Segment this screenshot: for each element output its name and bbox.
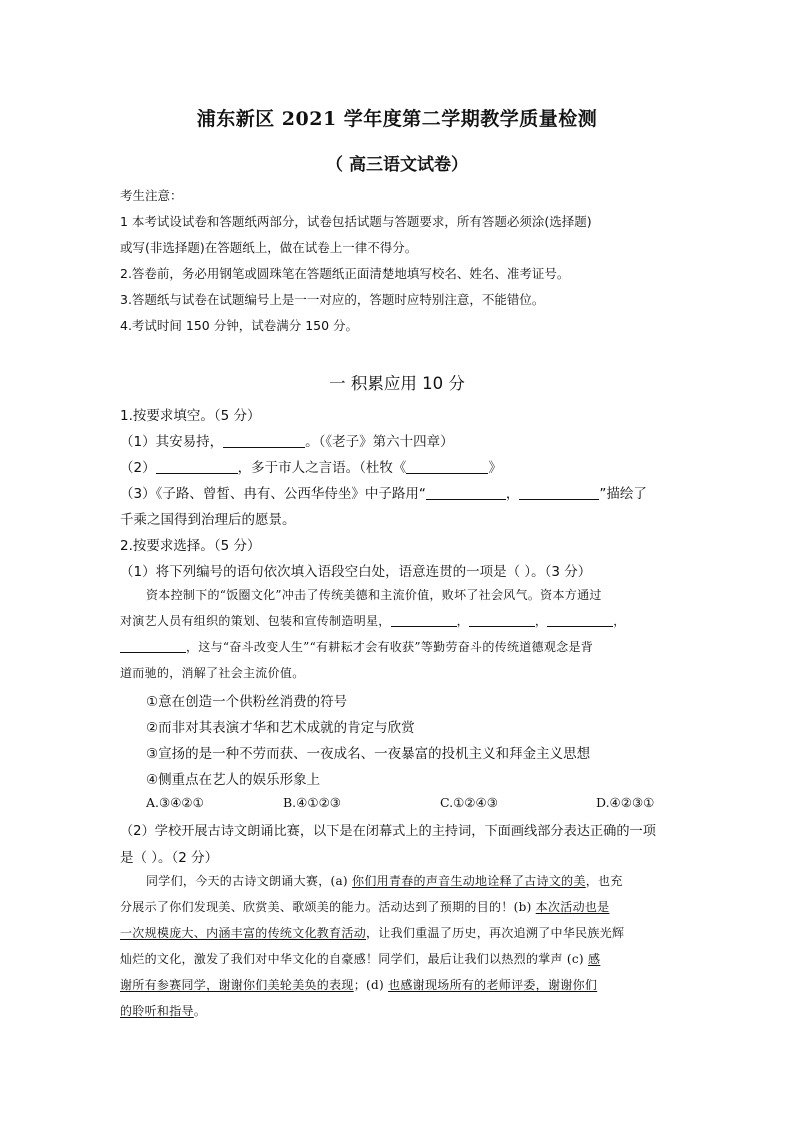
host-line-1 bbox=[146, 872, 623, 889]
host-line-6-text: 。 bbox=[193, 1004, 207, 1018]
option-b[interactable]: B.④①②③ bbox=[283, 795, 341, 810]
choice-3: ③宣扬的是一种不劳而获、一夜成名、一夜暴富的投机主义和拜金主义思想 bbox=[146, 746, 591, 762]
notice-line-4: 4.考试时间 150 分钟，试卷满分 150 分。 bbox=[120, 318, 359, 333]
underlined-phrase-d-cont: 的聆听和指导 bbox=[120, 1004, 194, 1018]
host-line-5 bbox=[120, 976, 597, 993]
answer-blank[interactable] bbox=[426, 486, 506, 501]
underlined-phrase-b-cont: 一次规模庞大、内涵丰富的传统文化教育活动 bbox=[120, 926, 367, 940]
q1-item-2-text-a: （2） bbox=[120, 460, 156, 476]
notice-line-1b: 或写(非选择题)在答题纸上，做在试卷上一律不得分。 bbox=[120, 240, 418, 255]
q2-sub1-stem: （1）将下列编号的语句依次填入语段空白处，语意连贯的一项是（ ）。（3 分） bbox=[120, 564, 592, 580]
answer-blank[interactable] bbox=[469, 614, 535, 627]
q2-stem: 2.按要求选择。（5 分） bbox=[120, 538, 261, 554]
host-line-4 bbox=[120, 950, 600, 967]
notice-line-2: 2.答卷前，务必用钢笔或圆珠笔在答题纸正面清楚地填写校名、姓名、准考证号。 bbox=[120, 266, 570, 281]
underlined-phrase-d: 也感谢现场所有的老师评委，谢谢你们 bbox=[388, 978, 598, 992]
option-a[interactable]: A.③④②① bbox=[146, 795, 204, 810]
q1-item-1-text-a: （1）其安易持， bbox=[120, 434, 224, 450]
choice-1: ①意在创造一个供粉丝消费的符号 bbox=[146, 694, 348, 710]
q1-item-1 bbox=[120, 430, 454, 450]
answer-blank[interactable] bbox=[519, 486, 599, 501]
section-title: 一 积累应用 10 分 bbox=[329, 374, 465, 393]
host-line-1-tail: ，也充 bbox=[585, 874, 623, 888]
answer-blank[interactable] bbox=[120, 640, 186, 653]
q1-stem: 1.按要求填空。（5 分） bbox=[120, 408, 261, 424]
q1-item-1-text-b: 。（《老子》第六十四章） bbox=[305, 434, 454, 450]
host-line-2 bbox=[120, 898, 609, 915]
notice-line-1: 1 本考试设试卷和答题纸两部分，试卷包括试题与答题要求，所有答题必须涂(选择题) bbox=[120, 214, 592, 229]
host-line-3-text: ，让我们重温了历史，再次追溯了中华民族光辉 bbox=[366, 926, 625, 940]
notice-line-3: 3.答题纸与试卷在试题编号上是一一对应的，答题时应特别注意，不能错位。 bbox=[120, 292, 545, 307]
host-line-6 bbox=[120, 1002, 206, 1019]
q1-item-2-text-c: 》 bbox=[488, 460, 502, 476]
host-line-2-text: 分展示了你们发现美、欣赏美、歌颂美的能力。活动达到了预期的目的！(b) bbox=[120, 900, 536, 914]
passage-line-2: 对演艺人员有组织的策划、包装和宣传制造明星， ， ， ， bbox=[120, 614, 626, 628]
answer-blank[interactable] bbox=[156, 460, 238, 475]
underlined-phrase-a: 你们用青春的声音生动地诠释了古诗文的美 bbox=[352, 874, 586, 888]
q1-item-3-text-c: ”描绘了 bbox=[599, 486, 647, 502]
q1-item-2-text-b: ，多于市人之言语。（杜牧《 bbox=[237, 460, 407, 476]
q1-item-2 bbox=[120, 456, 502, 476]
notice-heading: 考生注意： bbox=[120, 188, 183, 203]
choice-4: ④侧重点在艺人的娱乐形象上 bbox=[146, 772, 321, 788]
answer-blank[interactable] bbox=[406, 460, 488, 475]
option-d[interactable]: D.④②③① bbox=[596, 795, 655, 810]
q1-item-3-cont: 千乘之国得到治理后的愿景。 bbox=[120, 512, 296, 528]
q2-sub2-stem-line-1: （2）学校开展古诗文朗诵比赛，以下是在闭幕式上的主持词，下面画线部分表达正确的一项 bbox=[120, 824, 656, 839]
answer-blank[interactable] bbox=[223, 434, 305, 449]
host-line-1-text: 同学们，今天的古诗文朗诵大赛，(a) bbox=[146, 874, 353, 888]
q1-item-3-text-a: （3）《子路、曾皙、冉有、公西华侍坐》中子路用“ bbox=[120, 486, 426, 502]
passage-line-1: 资本控制下的“饭圈文化”冲击了传统美德和主流价值，败坏了社会风气。资本方通过 bbox=[146, 588, 602, 602]
underlined-phrase-c: 感 bbox=[588, 952, 601, 966]
passage-line-2-text: 对演艺人员有组织的策划、包装和宣传制造明星， bbox=[120, 614, 391, 628]
passage-line-3 bbox=[120, 638, 593, 655]
answer-blank[interactable] bbox=[547, 614, 613, 627]
page-subtitle: （ 高三语文试卷） bbox=[326, 155, 468, 175]
q1-item-3-text-b: ， bbox=[505, 486, 520, 502]
choice-2: ②而非对其表演才华和艺术成就的肯定与欣赏 bbox=[146, 720, 415, 736]
passage-line-3-text: ，这与“奋斗改变人生”“有耕耘才会有收获”等勤劳奋斗的传统道德观念是背 bbox=[186, 640, 594, 654]
underlined-phrase-b: 本次活动也是 bbox=[535, 900, 610, 914]
host-line-3 bbox=[120, 924, 624, 941]
host-line-4-text: 灿烂的文化，激发了我们对中华文化的自豪感！同学们，最后让我们以热烈的掌声 (c) bbox=[120, 952, 589, 966]
host-line-5-text: ；(d) bbox=[353, 978, 389, 992]
option-c[interactable]: C.①②④③ bbox=[440, 795, 498, 810]
q2-sub2-stem-line-2: 是（ ）。（2 分） bbox=[120, 850, 219, 866]
underlined-phrase-c-cont: 谢所有参赛同学，谢谢你们美轮美奂的表现 bbox=[120, 978, 354, 992]
page-title: 浦东新区 2021 学年度第二学期教学质量检测 bbox=[196, 108, 598, 130]
answer-blank[interactable] bbox=[391, 614, 457, 627]
passage-line-4: 道而驰的，消解了社会主流价值。 bbox=[120, 666, 305, 680]
q1-item-3 bbox=[120, 482, 647, 502]
